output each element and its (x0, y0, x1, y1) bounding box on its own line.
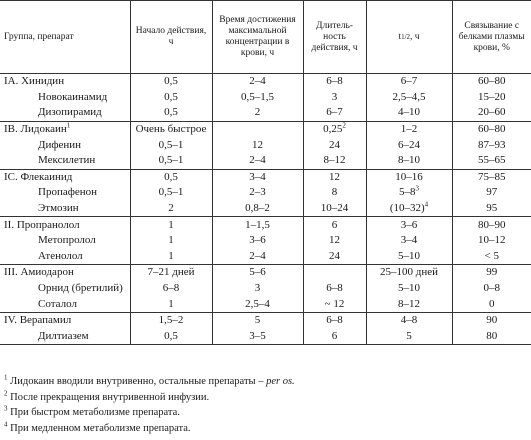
drug-name-cell: Соталол (0, 296, 130, 312)
duration-cell (303, 265, 366, 281)
peak-cell: 2–4 (212, 249, 303, 265)
table-row (0, 137, 531, 153)
onset-cell: 7–21 дней (130, 265, 212, 281)
table-row (0, 265, 531, 281)
onset-cell: 1 (130, 296, 212, 312)
header-half-life-t: t (398, 31, 402, 42)
onset-cell: 1 (130, 233, 212, 249)
drug-name-cell: Атенолол (0, 249, 130, 265)
drug-name-cell: III. Амиодарон (0, 265, 130, 281)
footnote: $^1$ Лидокаин вводили внутривенно, остальные препараты – per os. (4, 373, 295, 387)
half-life-cell: 3–6 (366, 217, 452, 233)
half-life-cell: 5–10 (366, 281, 452, 297)
drug-name-cell: Дилтиазем (0, 329, 130, 345)
peak-cell: 3–4 (212, 169, 303, 185)
table-row (0, 201, 531, 217)
drug-name-cell: Дифенин (0, 137, 130, 153)
peak-cell: 12 (212, 137, 303, 153)
table-row (0, 105, 531, 121)
table-row (0, 249, 531, 265)
duration-cell: 10–24 (303, 201, 366, 217)
footnote: $^2$ После прекращения внутривенной инфузии. (4, 389, 210, 403)
half-life-cell: 10–16 (366, 169, 452, 185)
drug-name-cell: IA. Хинидин (0, 74, 130, 90)
table-row (0, 74, 531, 90)
onset-cell: 0,5–1 (130, 137, 212, 153)
onset-cell: 1 (130, 217, 212, 233)
binding-cell: 15–20 (478, 90, 506, 103)
peak-cell: 0,8–2 (212, 201, 303, 217)
duration-cell: 12 (303, 233, 366, 249)
peak-cell: 1–1,5 (212, 217, 303, 233)
drug-name-cell: Новокаинамид (0, 90, 130, 106)
onset-cell: 1 (130, 249, 212, 265)
peak-cell: 2,5–4 (212, 296, 303, 312)
duration-cell: 12 (303, 169, 366, 185)
half-life-cell: $5-8^3$ (366, 185, 452, 201)
duration-cell: 24 (303, 249, 366, 265)
header-duration: Длитель-ность действия, ч (303, 1, 366, 74)
onset-cell: 0,5 (130, 329, 212, 345)
binding-cell: 60–80 (478, 75, 506, 88)
duration-cell: 3 (303, 90, 366, 106)
duration-cell: 8 (303, 185, 366, 201)
half-life-cell: 4–10 (366, 105, 452, 121)
table-row (0, 312, 531, 328)
header-row (0, 1, 531, 74)
binding-cell: 97 (486, 186, 498, 199)
peak-cell: 3 (212, 281, 303, 297)
binding-cell: 60–80 (478, 123, 506, 136)
table-row (0, 233, 531, 249)
half-life-cell: 5 (366, 329, 452, 345)
table-row (0, 121, 531, 137)
duration-cell: 24 (303, 137, 366, 153)
half-life-cell: 6–7 (366, 74, 452, 90)
drug-name-cell: II. Пропранолол (0, 217, 130, 233)
peak-cell: 3–5 (212, 329, 303, 345)
drug-name-cell: Дизопирамид (0, 105, 130, 121)
table-row (0, 296, 531, 312)
binding-cell: 20–60 (452, 105, 531, 121)
binding-cell: 95 (452, 201, 531, 217)
peak-cell: 2–4 (212, 74, 303, 90)
half-life-cell: 4–8 (366, 312, 452, 328)
footnote-mark: 3 (415, 184, 419, 193)
drug-name-cell: Этмозин (0, 201, 130, 217)
duration-cell: 8–12 (303, 153, 366, 169)
onset-cell: 0,5 (130, 105, 212, 121)
table-row (0, 329, 531, 345)
duration-cell: 6 (303, 329, 366, 345)
peak-cell (212, 121, 303, 137)
onset-cell: 0,5 (130, 74, 212, 90)
table-row (0, 185, 531, 201)
drug-name-cell: Метопролол (0, 233, 130, 249)
duration-cell: 6–8 (303, 74, 366, 90)
half-life-cell: 25–100 дней (366, 265, 452, 281)
half-life-cell: $(10-32)^4$ (366, 201, 452, 217)
peak-cell: 5–6 (212, 265, 303, 281)
drug-name-cell: IV. Верапамил (0, 312, 130, 328)
peak-cell: 2–3 (212, 185, 303, 201)
table-row (0, 90, 531, 106)
header-name: Группа, препарат (0, 1, 130, 74)
footnotes (4, 374, 295, 436)
binding-cell: 0 (452, 296, 531, 312)
drug-name-cell: IB. Лидокаин$^1$ (0, 121, 130, 137)
binding-cell: 0–8 (483, 282, 500, 295)
onset-cell: 2 (130, 201, 212, 217)
drug-name-cell: IC. Флекаинид (0, 169, 130, 185)
onset-cell: 0,5 (130, 90, 212, 106)
half-life-cell: 3–4 (366, 233, 452, 249)
binding-cell: 75–85 (478, 170, 506, 183)
onset-cell: 6–8 (130, 281, 212, 297)
table-row (0, 153, 531, 169)
header-binding: Связывание с белками плазмы крови, % (452, 1, 531, 74)
duration-cell: 6 (303, 217, 366, 233)
footnote: $^4$ При медленном метаболизме препарата. (4, 420, 191, 434)
duration-cell: 6–8 (303, 312, 366, 328)
peak-cell: 2–4 (212, 153, 303, 169)
binding-cell: 55–65 (452, 153, 531, 169)
footnote-mark: 2 (342, 121, 346, 130)
duration-cell: 6–8 (303, 281, 366, 297)
binding-cell: 99 (486, 266, 498, 279)
duration-cell: ~ 12 (303, 296, 366, 312)
half-life-cell: 2,5–4,5 (366, 90, 452, 106)
onset-cell: 1,5–2 (130, 312, 212, 328)
half-life-cell: 8–12 (366, 296, 452, 312)
header-peak: Время достижения максимальной концентрации в крови, ч (212, 1, 303, 74)
table-row (0, 217, 531, 233)
binding-cell: 90 (486, 314, 498, 327)
drug-name-cell: Орнид (бретилий) (0, 281, 130, 297)
peak-cell: 3–6 (212, 233, 303, 249)
peak-cell: 2 (212, 105, 303, 121)
half-life-cell: 5–10 (366, 249, 452, 265)
onset-cell: Очень быстрое (130, 121, 212, 137)
table-row (0, 169, 531, 185)
footnote: $^3$ При быстром метаболизме препарата. (4, 404, 180, 418)
onset-cell: 0,5–1 (130, 153, 212, 169)
header-onset: Начало действия, ч (130, 1, 212, 74)
half-life-cell: 8–10 (366, 153, 452, 169)
binding-cell: 87–93 (478, 138, 506, 151)
header-half-life-unit: , ч (410, 31, 420, 42)
binding-cell: 80 (452, 329, 531, 345)
binding-cell: 10–12 (478, 234, 506, 247)
drug-name-cell: Пропафенон (0, 185, 130, 201)
half-life-cell: 6–24 (366, 137, 452, 153)
peak-cell: 0,5–1,5 (212, 90, 303, 106)
header-half-life-sub: 1/2 (401, 32, 411, 41)
half-life-cell: 1–2 (366, 121, 452, 137)
duration-cell: 6–7 (303, 105, 366, 121)
header-half-life (366, 1, 452, 74)
drug-name-cell: Мексилетин (0, 153, 130, 169)
binding-cell: 80–90 (478, 218, 506, 231)
duration-cell: 0,25$^2$ (303, 121, 366, 137)
onset-cell: 0,5 (130, 169, 212, 185)
table-row (0, 281, 531, 297)
onset-cell: 0,5–1 (130, 185, 212, 201)
footnote-mark: 4 (424, 200, 429, 209)
binding-cell: < 5 (452, 249, 531, 265)
footnote-mark: 1 (66, 121, 71, 130)
peak-cell: 5 (212, 312, 303, 328)
